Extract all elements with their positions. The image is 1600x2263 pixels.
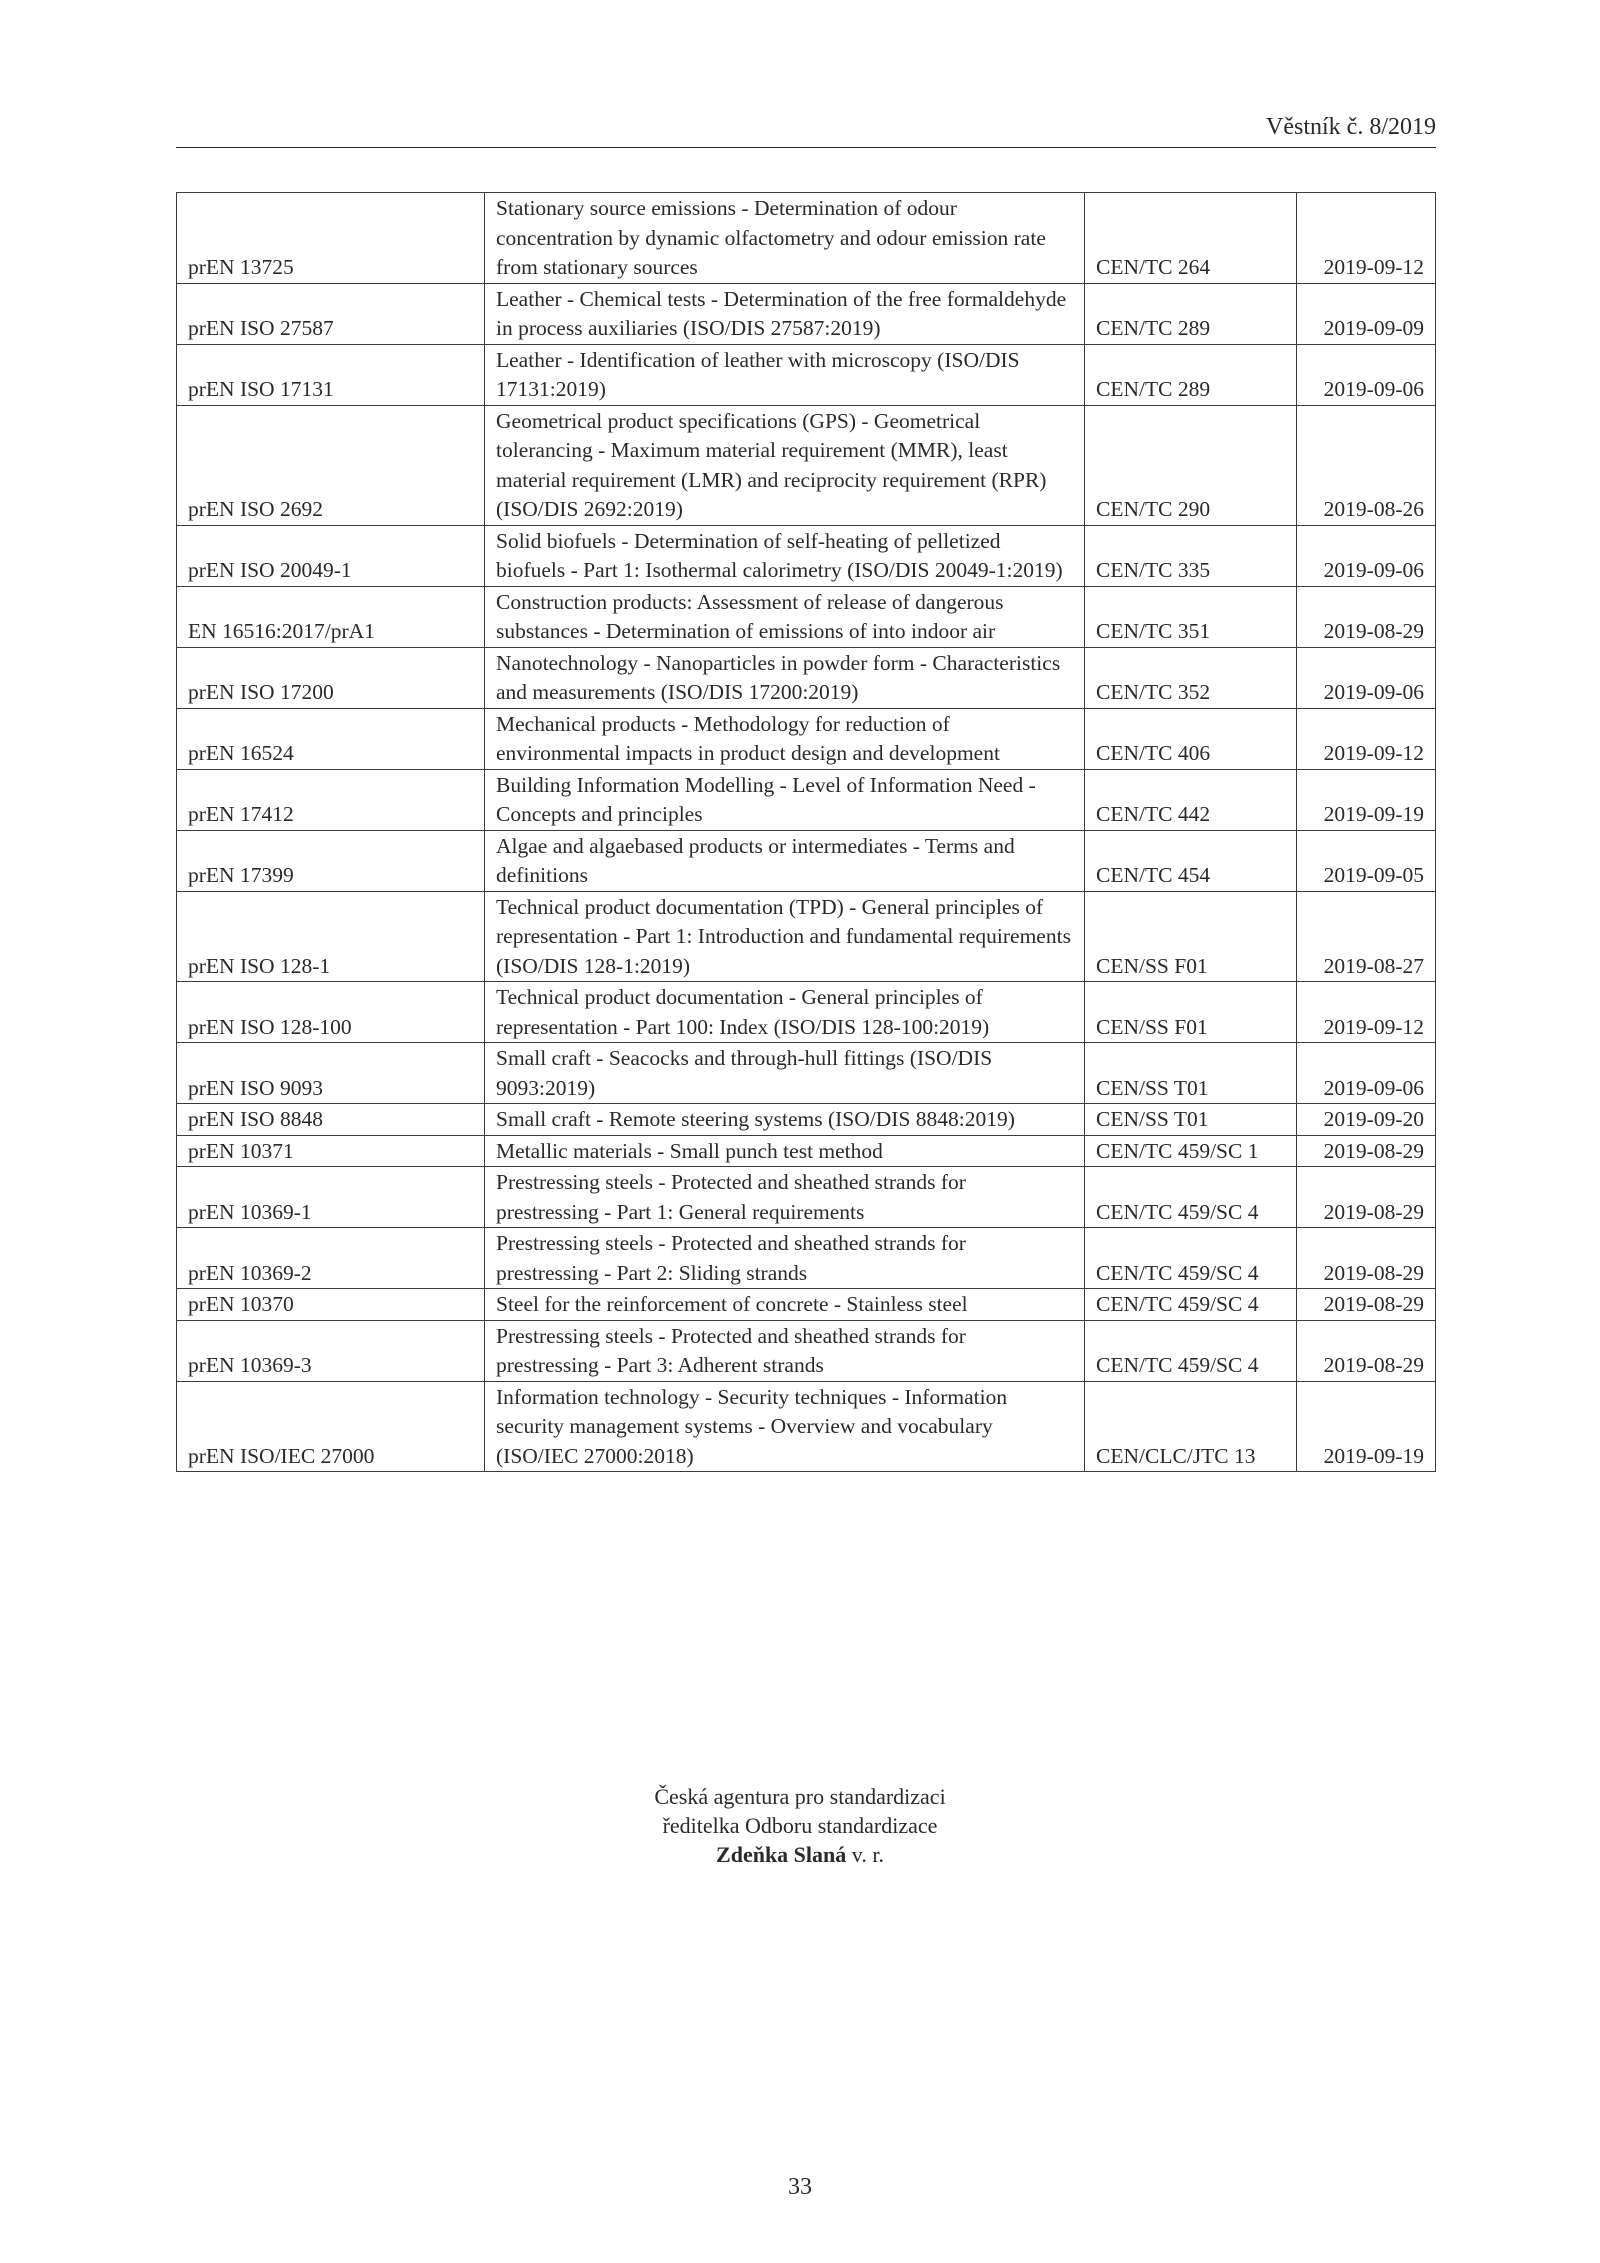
cell-standard-code: prEN 13725 [177,193,485,284]
cell-standard-title: Technical product documentation - General principles of representation - Part 100: Index (ISO/DIS 128-100:2019) [485,982,1085,1043]
cell-date: 2019-09-12 [1297,982,1436,1043]
cell-committee: CEN/TC 290 [1085,405,1297,525]
cell-standard-title: Steel for the reinforcement of concrete - Stainless steel [485,1289,1085,1321]
cell-date: 2019-09-09 [1297,283,1436,344]
table-row [177,982,1436,1043]
cell-committee: CEN/SS T01 [1085,1043,1297,1104]
table-row [177,1381,1436,1472]
cell-date: 2019-09-20 [1297,1104,1436,1136]
cell-standard-title: Metallic materials - Small punch test method [485,1135,1085,1167]
cell-standard-code: prEN ISO 20049-1 [177,525,485,586]
signature-position: ředitelka Odboru standardizace [662,1813,938,1838]
table-row [177,1043,1436,1104]
signature-organization: Česká agentura pro standardizaci [654,1784,946,1809]
cell-committee: CEN/TC 459/SC 4 [1085,1228,1297,1289]
table-row [177,1289,1436,1321]
cell-standard-code: prEN ISO 8848 [177,1104,485,1136]
cell-standard-title: Technical product documentation (TPD) - General principles of representation - Part 1: Introduction and fundamental requirements (ISO/DIS 128-1:2019) [485,891,1085,982]
cell-date: 2019-08-29 [1297,586,1436,647]
cell-committee: CEN/SS T01 [1085,1104,1297,1136]
cell-committee: CEN/TC 289 [1085,283,1297,344]
cell-standard-code: prEN ISO 128-1 [177,891,485,982]
table-row [177,769,1436,830]
cell-committee: CEN/TC 459/SC 4 [1085,1320,1297,1381]
page-header [176,113,1436,148]
cell-date: 2019-09-19 [1297,1381,1436,1472]
cell-standard-title: Prestressing steels - Protected and sheathed strands for prestressing - Part 3: Adherent strands [485,1320,1085,1381]
cell-committee: CEN/TC 459/SC 1 [1085,1135,1297,1167]
cell-standard-code: prEN ISO 17131 [177,344,485,405]
cell-standard-code: prEN 10369-3 [177,1320,485,1381]
cell-committee: CEN/TC 406 [1085,708,1297,769]
cell-standard-title: Construction products: Assessment of release of dangerous substances - Determination of emissions of into indoor air [485,586,1085,647]
table-row [177,1135,1436,1167]
cell-date: 2019-09-12 [1297,708,1436,769]
cell-date: 2019-08-29 [1297,1289,1436,1321]
table-row [177,283,1436,344]
cell-standard-code: prEN 10369-2 [177,1228,485,1289]
standards-table-body [177,193,1436,1472]
cell-standard-code: EN 16516:2017/prA1 [177,586,485,647]
cell-standard-code: prEN 16524 [177,708,485,769]
cell-standard-title: Nanotechnology - Nanoparticles in powder form - Characteristics and measurements (ISO/DIS 17200:2019) [485,647,1085,708]
journal-issue-title: Věstník č. 8/2019 [1266,114,1436,140]
table-row [177,1104,1436,1136]
signature-suffix: v. r. [846,1842,884,1867]
cell-date: 2019-09-12 [1297,193,1436,284]
cell-standard-code: prEN 17399 [177,830,485,891]
cell-date: 2019-09-06 [1297,1043,1436,1104]
cell-standard-title: Geometrical product specifications (GPS) - Geometrical tolerancing - Maximum material requirement (MMR), least material requirement (LMR) and reciprocity requirement (RPR) (ISO/DIS 2692:2019) [485,405,1085,525]
cell-standard-code: prEN 10370 [177,1289,485,1321]
cell-committee: CEN/TC 459/SC 4 [1085,1167,1297,1228]
cell-date: 2019-09-06 [1297,647,1436,708]
cell-standard-title: Prestressing steels - Protected and sheathed strands for prestressing - Part 2: Sliding strands [485,1228,1085,1289]
cell-date: 2019-09-06 [1297,344,1436,405]
cell-date: 2019-08-29 [1297,1320,1436,1381]
cell-date: 2019-08-29 [1297,1228,1436,1289]
table-row [177,1167,1436,1228]
page-number: 33 [788,2174,812,2200]
cell-committee: CEN/TC 442 [1085,769,1297,830]
cell-standard-code: prEN ISO/IEC 27000 [177,1381,485,1472]
table-row [177,344,1436,405]
cell-standard-title: Leather - Identification of leather with microscopy (ISO/DIS 17131:2019) [485,344,1085,405]
cell-committee: CEN/CLC/JTC 13 [1085,1381,1297,1472]
table-row [177,1320,1436,1381]
signatory-name: Zdeňka Slaná [716,1842,847,1867]
cell-committee: CEN/TC 264 [1085,193,1297,284]
cell-date: 2019-08-26 [1297,405,1436,525]
table-row [177,708,1436,769]
cell-standard-title: Building Information Modelling - Level of Information Need - Concepts and principles [485,769,1085,830]
table-row [177,586,1436,647]
cell-standard-title: Leather - Chemical tests - Determination of the free formaldehyde in process auxiliaries (ISO/DIS 27587:2019) [485,283,1085,344]
cell-standard-title: Information technology - Security techniques - Information security management systems - Overview and vocabulary (ISO/IEC 27000:2018) [485,1381,1085,1472]
cell-committee: CEN/SS F01 [1085,982,1297,1043]
cell-standard-code: prEN ISO 2692 [177,405,485,525]
cell-standard-title: Mechanical products - Methodology for reduction of environmental impacts in product design and development [485,708,1085,769]
cell-standard-code: prEN 17412 [177,769,485,830]
table-row [177,193,1436,284]
cell-standard-code: prEN ISO 17200 [177,647,485,708]
cell-date: 2019-08-29 [1297,1135,1436,1167]
cell-standard-code: prEN ISO 9093 [177,1043,485,1104]
cell-date: 2019-09-06 [1297,525,1436,586]
cell-standard-title: Algae and algaebased products or intermediates - Terms and definitions [485,830,1085,891]
table-row [177,1228,1436,1289]
cell-standard-title: Stationary source emissions - Determination of odour concentration by dynamic olfactometry and odour emission rate from stationary sources [485,193,1085,284]
cell-committee: CEN/TC 454 [1085,830,1297,891]
cell-committee: CEN/TC 459/SC 4 [1085,1289,1297,1321]
cell-date: 2019-09-05 [1297,830,1436,891]
cell-standard-code: prEN 10369-1 [177,1167,485,1228]
cell-standard-title: Prestressing steels - Protected and sheathed strands for prestressing - Part 1: General requirements [485,1167,1085,1228]
cell-committee: CEN/TC 352 [1085,647,1297,708]
cell-committee: CEN/TC 351 [1085,586,1297,647]
signature-block [0,1782,1600,1869]
cell-standard-code: prEN ISO 128-100 [177,982,485,1043]
cell-committee: CEN/SS F01 [1085,891,1297,982]
table-row [177,647,1436,708]
cell-date: 2019-09-19 [1297,769,1436,830]
standards-table [176,192,1436,1472]
cell-standard-code: prEN ISO 27587 [177,283,485,344]
table-row [177,830,1436,891]
cell-standard-code: prEN 10371 [177,1135,485,1167]
cell-committee: CEN/TC 289 [1085,344,1297,405]
cell-committee: CEN/TC 335 [1085,525,1297,586]
table-row [177,405,1436,525]
cell-standard-title: Small craft - Seacocks and through-hull fittings (ISO/DIS 9093:2019) [485,1043,1085,1104]
cell-standard-title: Solid biofuels - Determination of self-heating of pelletized biofuels - Part 1: Isothermal calorimetry (ISO/DIS 20049-1:2019) [485,525,1085,586]
cell-date: 2019-08-29 [1297,1167,1436,1228]
signature-name-line [0,1840,1600,1869]
cell-standard-title: Small craft - Remote steering systems (ISO/DIS 8848:2019) [485,1104,1085,1136]
table-row [177,891,1436,982]
cell-date: 2019-08-27 [1297,891,1436,982]
table-row [177,525,1436,586]
